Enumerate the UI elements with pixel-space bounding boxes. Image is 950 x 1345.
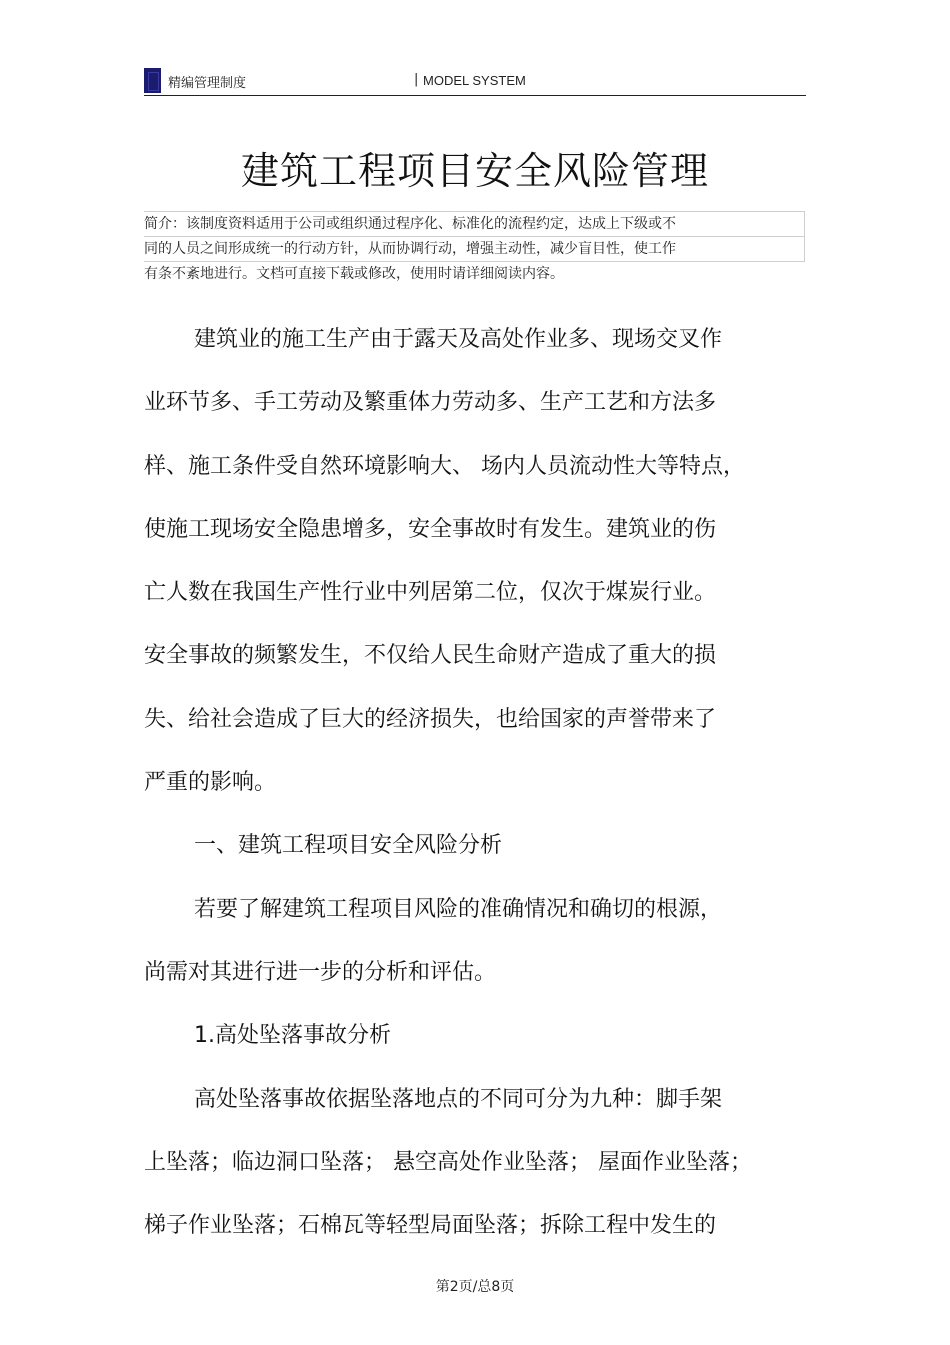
- body-line: 使施工现场安全隐患增多，安全事故时有发生。建筑业的伤: [144, 516, 717, 542]
- header-brand: 精编管理制度: [168, 76, 247, 91]
- document-body: [144, 316, 784, 1265]
- summary-text: 同的人员之间形成统一的行动方针，从而协调行动，增强主动性，减少盲目性，使工作: [144, 241, 676, 257]
- summary-line: [144, 211, 805, 236]
- summary-block: [144, 211, 806, 286]
- body-line: 样、施工条件受自然环境影响大、 场内人员流动性大等特点，: [144, 453, 745, 479]
- body-line: 失、给社会造成了巨大的经济损失，也给国家的声誉带来了: [144, 706, 717, 732]
- document-title: 建筑工程项目安全风险管理: [240, 149, 709, 193]
- body-line: 若要了解建筑工程项目风险的准确情况和确切的根源，: [194, 896, 723, 922]
- body-line: 亡人数在我国生产性行业中列居第二位，仅次于煤炭行业。: [144, 580, 717, 606]
- body-line: 安全事故的频繁发生，不仅给人民生命财产造成了重大的损: [144, 643, 717, 669]
- page-header: [144, 66, 806, 96]
- body-line: 梯子作业坠落；石棉瓦等轻型局面坠落；拆除工程中发生的: [144, 1213, 717, 1239]
- page-number: 第2页/总8页: [435, 1279, 515, 1295]
- section-heading: 一、建筑工程项目安全风险分析: [194, 833, 503, 859]
- subsection-heading: 1.高处坠落事故分析: [194, 1023, 391, 1049]
- body-line: 上坠落；临边洞口坠落； 悬空高处作业坠落； 屋面作业坠落；: [144, 1149, 752, 1175]
- header-model: MODEL SYSTEM: [423, 73, 526, 88]
- header-separator: |: [414, 72, 419, 87]
- logo-icon: [144, 68, 161, 93]
- summary-line: [144, 236, 805, 262]
- body-line: 业环节多、手工劳动及繁重体力劳动多、生产工艺和方法多: [144, 390, 717, 416]
- body-line: 严重的影响。: [144, 770, 277, 796]
- summary-text: 有条不紊地进行。文档可直接下载或修改，使用时请详细阅读内容。: [144, 266, 564, 282]
- body-line: 建筑业的施工生产由于露天及高处作业多、现场交叉作: [194, 327, 723, 352]
- body-line: 尚需对其进行进一步的分析和评估。: [144, 959, 497, 985]
- summary-text: 简介：该制度资料适用于公司或组织通过程序化、标准化的流程约定，达成上下级或不: [144, 216, 676, 232]
- summary-line: [144, 262, 806, 286]
- body-line: 高处坠落事故依据坠落地点的不同可分为九种：脚手架: [194, 1086, 723, 1112]
